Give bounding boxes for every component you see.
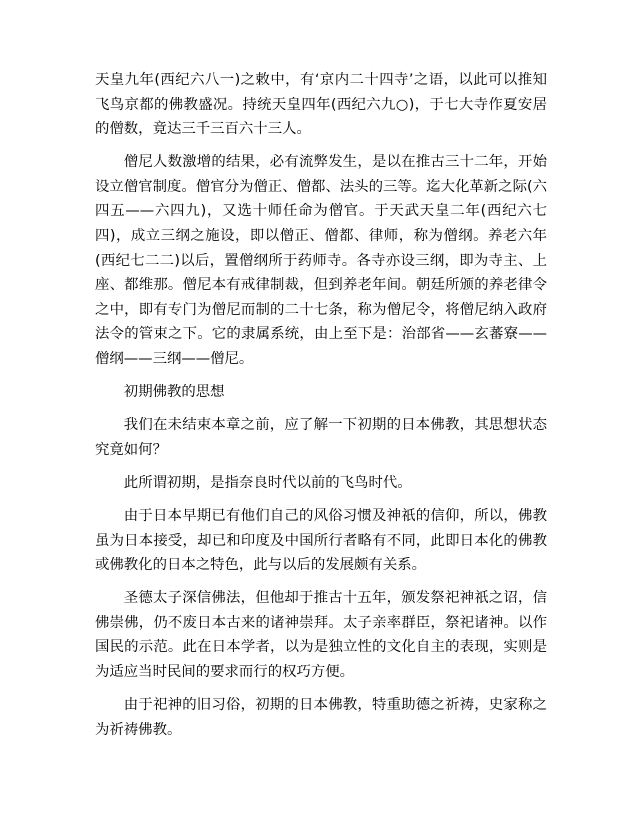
paragraph: 由于祀神的旧习俗，初期的日本佛教，特重助德之祈祷，史家称之为祈祷佛教。 <box>95 697 547 738</box>
paragraph: 僧尼人数激增的结果，必有流弊发生，是以在推古三十二年，开始设立僧官制度。僧官分为僧正、僧都、法头的三等。迄大化革新之际(六四五——六四九)，又选十师任命为僧官。于天武天皇二年(西纪六七四)，成立三纲之施设，即以僧正、僧都、律师，称为僧纲。养老六年(西纪七二二)以后，置僧纲所于药师寺。各寺亦设三纲，即为寺主、上座、都维那。僧尼本有戒律制裁，但到养老年间。朝廷所颁的养老律令之中，即有专门为僧尼而制的二十七条，称为僧尼令，将僧尼纳入政府法令的管束之下。它的隶属系统，由上至下是：治部省——玄蕃寮——僧纲——三纲——僧尼。 <box>95 154 547 368</box>
paragraph: 天皇九年(西纪六八一)之敕中，有‘京内二十四寺’之语，以此可以推知飞鸟京都的佛教盛况。持统天皇四年(西纪六九○)，于七大寺作夏安居的僧数，竟达三千三百六十三人。 <box>95 72 547 138</box>
paragraph: 由于日本早期已有他们自己的风俗习惯及神祇的信仰，所以，佛教虽为日本接受，却已和印度及中国所行者略有不同，此即日本化的佛教或佛教化的日本之特色，此与以后的发展颇有关系。 <box>95 508 547 574</box>
document-page <box>95 68 547 751</box>
paragraph: 我们在未结束本章之前，应了解一下初期的日本佛教，其思想状态究竟如何？ <box>95 417 547 458</box>
paragraph: 圣德太子深信佛法，但他却于推古十五年，颁发祭祀神祇之诏，信佛崇佛，仍不废日本古来的诸神崇拜。太子亲率群臣，祭祀诸神。以作国民的示范。此在日本学者，以为是独立性的文化自主的表现，实则是为适应当时民间的要求而行的权巧方便。 <box>95 590 547 681</box>
section-heading: 初期佛教的思想 <box>123 384 225 401</box>
paragraph: 此所谓初期，是指奈良时代以前的飞鸟时代。 <box>123 474 412 491</box>
